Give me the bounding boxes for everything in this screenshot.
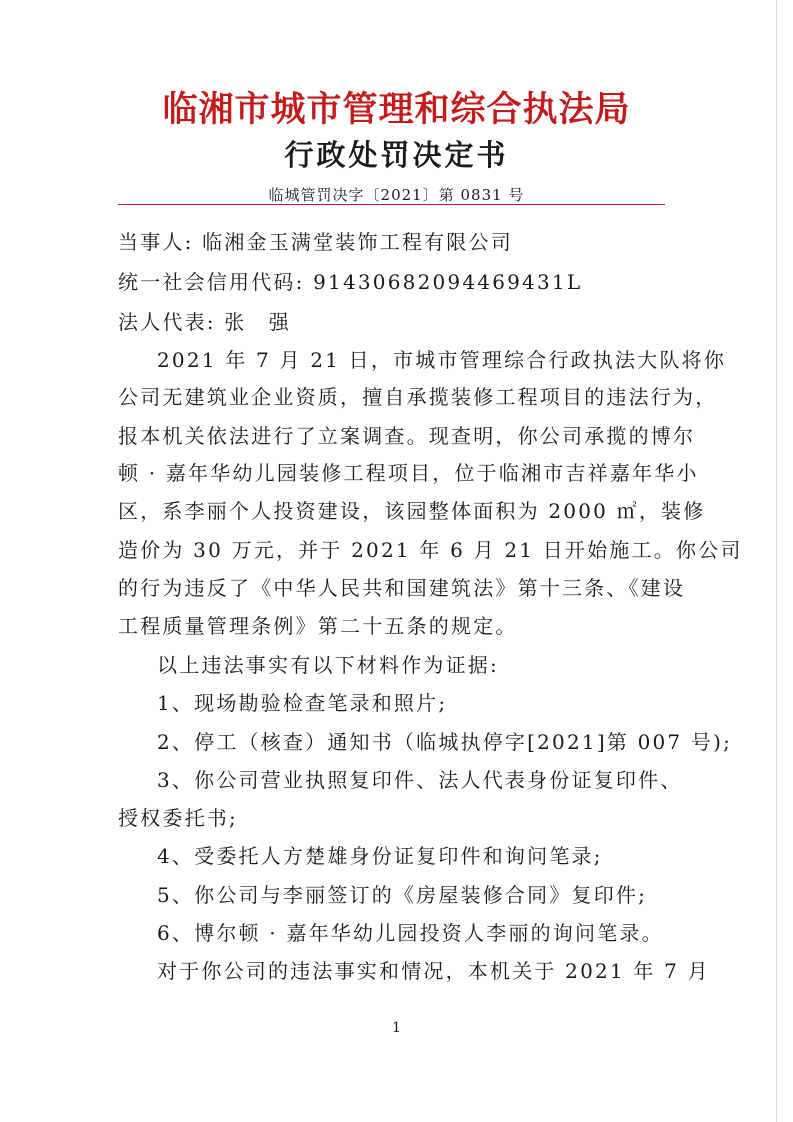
evidence-item: 2、停工（核查）通知书（临城执停字[2021]第 007 号); [157,730,733,754]
facts-paragraph-line: 的行为违反了《中华人民共和国建筑法》第十三条、《建设 [118,576,686,600]
credit-code-line: 统一社会信用代码: 91430682094469431L [118,270,583,294]
facts-paragraph-line: 工程质量管理条例》第二十五条的规定。 [118,614,518,638]
facts-paragraph-line: 区，系李丽个人投资建设，该园整体面积为 2000 ㎡，装修 [118,499,706,523]
evidence-item: 4、受委托人方楚雄身份证复印件和询问笔录; [157,844,603,868]
document-number: 临城管罚决字〔2021〕第 0831 号 [268,186,525,204]
evidence-item: 6、博尔顿 · 嘉年华幼儿园投资人李丽的询问笔录。 [157,921,664,945]
header-divider [118,204,665,205]
evidence-item: 1、现场勘验检查笔录和照片; [157,691,448,715]
evidence-item: 3、你公司营业执照复印件、法人代表身份证复印件、 [157,768,683,792]
facts-paragraph-line: 顿 · 嘉年华幼儿园装修工程项目，位于临湘市吉祥嘉年华小 [118,461,699,485]
facts-paragraph-line: 造价为 30 万元，并于 2021 年 6 月 21 日开始施工。你公司 [118,538,743,562]
facts-paragraph-line: 报本机关依法进行了立案调查。现查明，你公司承揽的博尔 [118,424,696,448]
legal-rep-line: 法人代表: 张 强 [118,310,291,334]
facts-paragraph-line: 公司无建筑业企业资质，擅自承揽装修工程项目的违法行为， [118,385,718,409]
page-number: 1 [392,1020,401,1036]
evidence-intro: 以上违法事实有以下材料作为证据: [157,653,499,677]
closing-line: 对于你公司的违法事实和情况，本机关于 2021 年 7 月 [157,959,710,983]
evidence-item: 5、你公司与李丽签订的《房屋装修合同》复印件; [157,883,648,907]
evidence-item-continued: 授权委托书; [118,806,238,830]
document-title: 行政处罚决定书 [284,138,509,172]
agency-title: 临湘市城市管理和综合执法局 [162,89,631,130]
facts-paragraph-line: 2021 年 7 月 21 日，市城市管理综合行政执法大队将你 [157,348,727,372]
party-line: 当事人: 临湘金玉满堂装饰工程有限公司 [118,230,513,254]
